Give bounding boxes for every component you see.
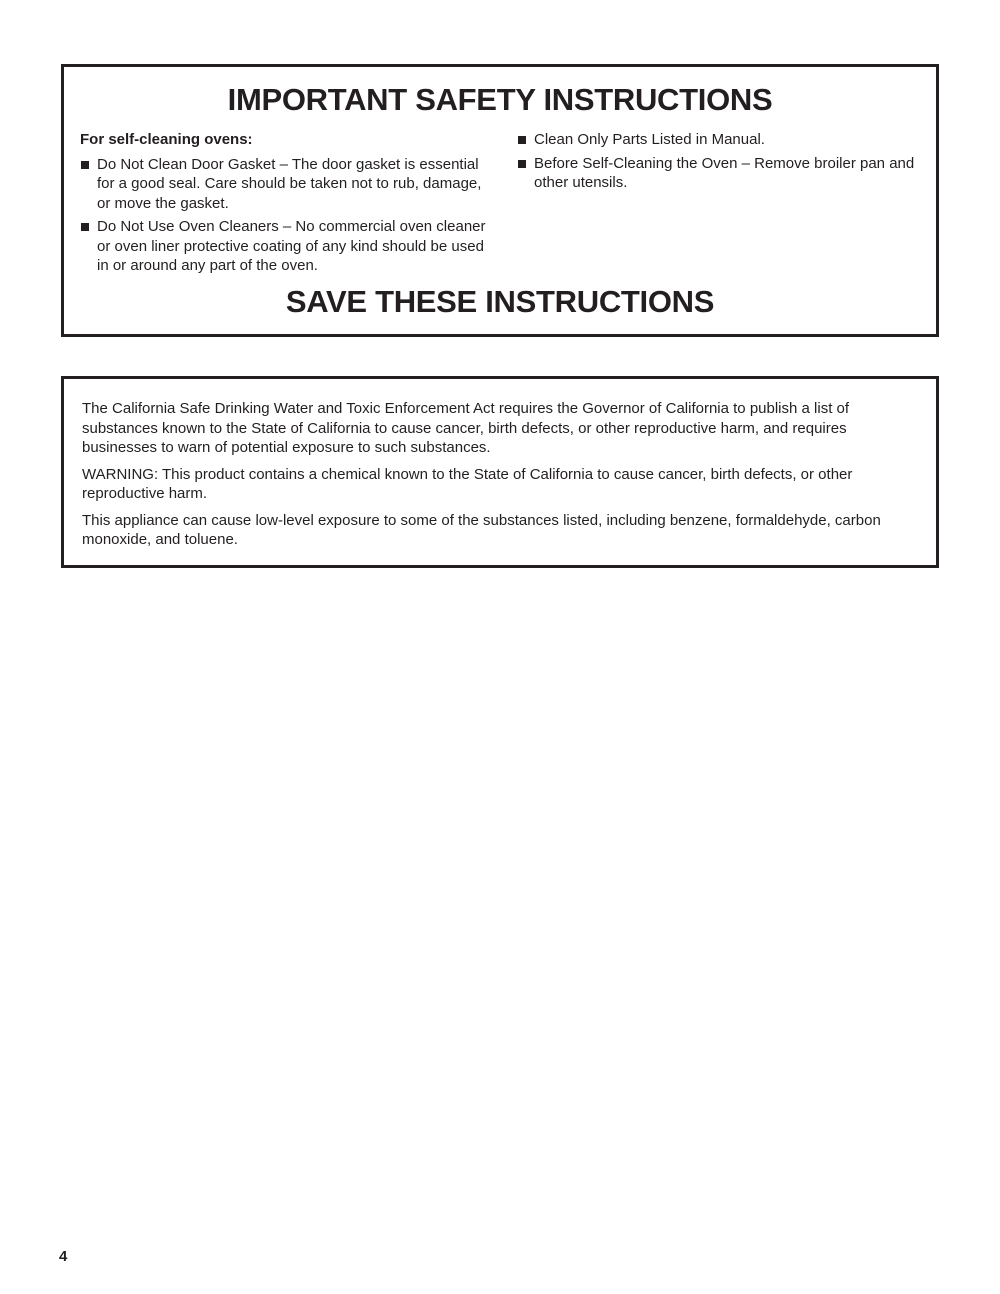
right-bullet-list — [517, 130, 932, 193]
save-instructions-title: SAVE THESE INSTRUCTIONS — [285, 284, 715, 319]
square-bullet-icon — [518, 136, 526, 144]
list-item — [80, 217, 490, 276]
list-item — [517, 154, 932, 193]
list-item — [517, 130, 932, 150]
list-item-text: Do Not Clean Door Gasket – The door gasket is essential for a good seal. Care should be taken not to rub, damage, or move the gasket. — [97, 155, 482, 212]
square-bullet-icon — [518, 160, 526, 168]
paragraph: This appliance can cause low-level exposure to some of the substances listed, including benzene, formaldehyde, carbon monoxide, and toluene. — [82, 511, 881, 548]
list-item-text: Before Self-Cleaning the Oven – Remove broiler pan and other utensils. — [534, 154, 915, 191]
list-item-text: Do Not Use Oven Cleaners – No commercial oven cleaner or oven liner protective coating of any kind should be used in or around any part of the oven. — [97, 218, 486, 274]
page-number: 4 — [59, 1248, 68, 1265]
safety-instructions-box — [61, 64, 939, 337]
self-cleaning-subheading: For self-cleaning ovens: — [80, 131, 253, 148]
right-column — [517, 130, 932, 197]
left-column — [80, 130, 490, 280]
paragraph: The California Safe Drinking Water and Toxic Enforcement Act requires the Governor of California to publish a list of substances known to the State of California to cause cancer, birth defects, or other reproductive harm, and requires businesses to warn of potential exposure to such substances. — [82, 400, 850, 456]
paragraph: WARNING: This product contains a chemical known to the State of California to cause cancer, birth defects, or other reproductive harm. — [82, 465, 853, 502]
square-bullet-icon — [81, 223, 89, 231]
list-item — [80, 155, 490, 214]
california-warning-text — [82, 399, 922, 557]
left-bullet-list — [80, 155, 490, 276]
square-bullet-icon — [81, 161, 89, 169]
safety-title: IMPORTANT SAFETY INSTRUCTIONS — [227, 82, 773, 117]
california-warning-box — [61, 376, 939, 568]
list-item-text: Clean Only Parts Listed in Manual. — [534, 131, 765, 148]
